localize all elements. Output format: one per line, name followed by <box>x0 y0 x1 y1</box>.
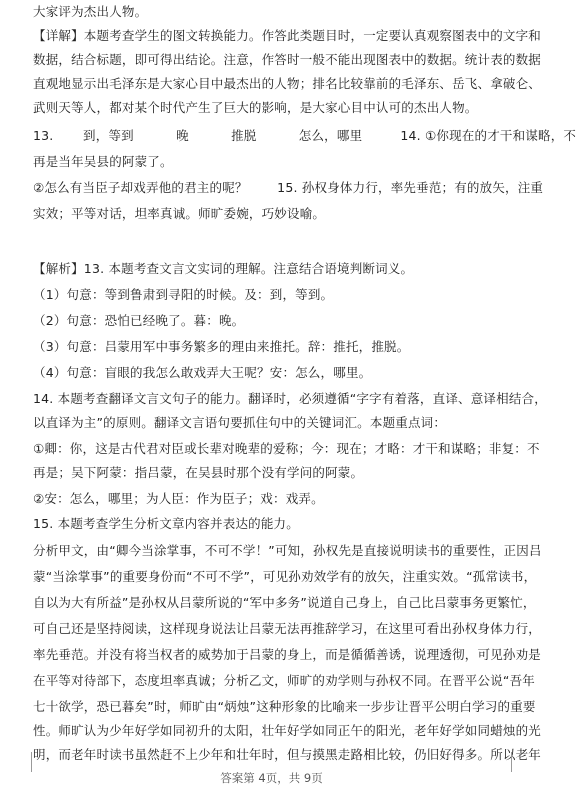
text-line: 以直译为主”的原则。翻译文言语句要抓住句中的关键词汇。本题重点词： <box>33 415 447 430</box>
text-line: 15. 本题考查学生分析文章内容并表达的能力。 <box>33 516 299 531</box>
text-line: ②安：怎么，哪里；为人臣：作为臣子；戏：戏弄。 <box>33 491 324 506</box>
text-line: 明，而老年时读书虽然赶不上少年和壮年时，但与摸黑走路相比较，仍旧好得多。所以老年 <box>33 747 542 762</box>
text-line: 自以为大有所益”是孙权从吕蒙所说的“军中多务”说道自己身上，自己比吕蒙事务更繁忙， <box>33 595 536 610</box>
text-line: 【详解】本题考查学生的图文转换能力。作答此类题目时，一定要认真观察图表中的文字和 <box>33 28 542 43</box>
text-line: 大家评为杰出人物。 <box>33 4 148 19</box>
text-line: 13. 到，等到 晚 推脱 怎么，哪里 14. ①你现在的才干和谋略，不 <box>33 128 576 143</box>
text-line: 七十欲学，恐已暮矣”时，师旷由“炳烛”这种形象的比喻来一步步让晋平公明白学习的重要 <box>33 699 536 714</box>
text-line: 率先垂范。并没有将当权者的威势加于吕蒙的身上，而是循循善诱，说理透彻，可见孙劝是 <box>33 647 542 662</box>
text-line: （2）句意：恐怕已经晚了。暮：晚。 <box>33 313 245 328</box>
text-line: 再是当年吴县的阿蒙了。 <box>33 154 173 169</box>
text-line: 实效；平等对话，坦率真诚。师旷委婉，巧妙设喻。 <box>33 206 326 221</box>
text-line: 直观地显示出毛泽东是大家心目中最杰出的人物；排名比较靠前的毛泽东、岳飞、拿破仑、 <box>33 76 542 91</box>
text-line: ①卿：你，这是古代君对臣或长辈对晚辈的爱称；今：现在；才略：才干和谋略；非复：不 <box>33 441 540 456</box>
crop-mark-left <box>19 752 32 772</box>
text-line: 蒙“当涂掌事”的重要身份而“不可不学”，可见孙劝效学有的放矢，注重实效。“孤常读书， <box>33 569 537 584</box>
text-line: 再是；吴下阿蒙：指吕蒙，在吴县时那个没有学问的阿蒙。 <box>33 465 364 480</box>
text-line: 在平等对待部下，态度坦率真诚；分析乙文，师旷的劝学则与孙权不同。在晋平公说“吾年 <box>33 673 535 688</box>
text-line: ②怎么有当臣子却戏弄他的君主的呢？ 15. 孙权身体力行，率先垂范；有的放矢，注重 <box>33 180 544 195</box>
text-line: （4）句意：盲眼的我怎么敢戏弄大王呢？安：怎么，哪里。 <box>33 365 372 380</box>
text-line: （3）句意：吕蒙用军中事务繁多的理由来推托。辞：推托，推脱。 <box>33 339 410 354</box>
text-line: 【解析】13. 本题考查文言文实词的理解。注意结合语境判断词义。 <box>33 261 414 276</box>
text-line: （1）句意：等到鲁肃到寻阳的时候。及：到，等到。 <box>33 287 334 302</box>
text-line: 可自己还是坚持阅读，这样现身说法让吕蒙无法再推辞学习，在这里可看出孙权身体力行， <box>33 621 542 636</box>
text-line: 14. 本题考查翻译文言文句子的能力。翻译时，必须遵循“字字有着落，直译、意译相结合， <box>33 391 547 406</box>
text-line: 数据，结合标题，即可得出结论。注意，作答时一般不能出现图表中的数据。统计表的数据 <box>33 52 542 67</box>
crop-mark-right <box>511 752 524 772</box>
text-line: 分析甲文，由“卿今当涂掌事，不可不学！”可知，孙权先是直接说明读书的重要性，正因吕 <box>33 543 542 558</box>
text-line: 武则天等人，都对某个时代产生了巨大的影响，是大家心目中认可的杰出人物。 <box>33 100 478 115</box>
page-footer: 答案第 4页，共 9页 <box>220 771 323 785</box>
text-line: 性。师旷认为少年好学如同初升的太阳，壮年好学如同正午的阳光，老年好学如同蜡烛的光 <box>33 723 542 738</box>
